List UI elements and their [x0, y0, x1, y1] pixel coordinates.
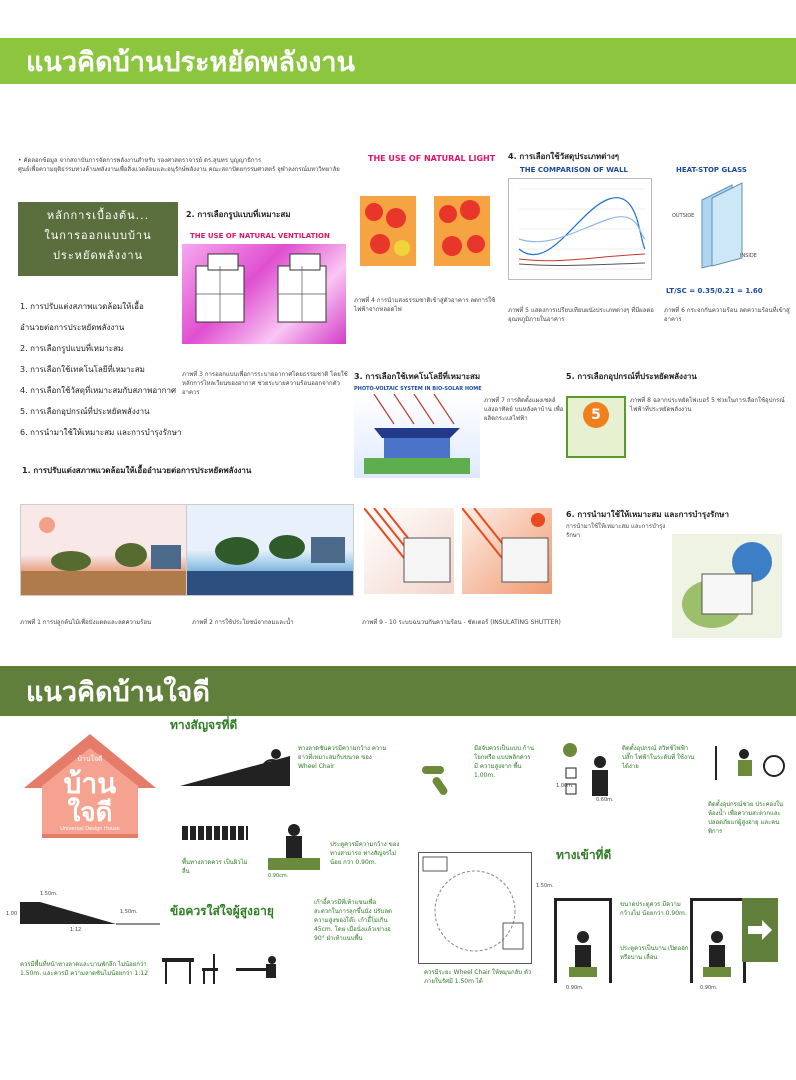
floor-pattern-icon: [182, 826, 248, 840]
banner-energy-saving: แนวคิดบ้านประหยัดพลังงาน: [0, 38, 796, 84]
list-item: 6. การนำมาใช้ให้เหมาะสม และการบำรุงรักษา: [20, 428, 182, 437]
section5-title: 5. การเลือกอุปกรณ์ที่ประหยัดพลังงาน: [566, 372, 697, 381]
list-item: 5. การเลือกอุปกรณ์ที่ประหยัดพลังงาน: [20, 407, 150, 416]
heading-good-path: ทางสัญจรที่ดี: [170, 718, 238, 732]
banner-universal-design: แนวคิดบ้านใจดี: [0, 666, 796, 716]
glass-caption: ภาพที่ 6 กระจกกันความร้อน ลดความร้อนที่เข้าสู่อาคาร: [664, 307, 790, 323]
energy-label-icon: 5: [566, 396, 626, 458]
heat-stop-label: HEAT-STOP GLASS: [676, 166, 747, 174]
section6-title: 6. การนำมาใช้ให้เหมาะสม และการบำรุงรักษา: [566, 510, 729, 519]
wall-caption: ภาพที่ 5 แสดงการเปรียบเทียบผนังประเภทต่างๆ ที่มีผลต่ออุณหภูมิภายในอาคาร: [508, 307, 654, 323]
sliding-door-icon: [742, 898, 778, 962]
light-caption: ภาพที่ 4 การนำแสงธรรมชาติเข้าสู่ตัวอาคาร ลดการใช้ไฟฟ้าจากหลอดไฟ: [354, 297, 496, 313]
ventilation-diagram: [182, 244, 346, 344]
furniture-icons: [160, 952, 298, 986]
heading-good-entry: ทางเข้าที่ดี: [556, 848, 612, 862]
env-caption-2: ภาพที่ 2 การใช้ประโยชน์จากลมและน้ำ: [192, 619, 294, 626]
device-caption: ภาพที่ 8 ฉลากประหยัดไฟเบอร์ 5 ช่วยในการเลือกใช้อุปกรณ์ไฟฟ้าที่ประหยัดพลังงาน: [630, 397, 785, 413]
env-caption-1: ภาพที่ 1 การปลูกต้นไม้เพื่อบังแดดและลดความร้อน: [20, 619, 152, 626]
list-item: 1. การปรับแต่งสภาพแวดล้อมให้เอื้อ: [20, 302, 144, 311]
entry-door-1: [554, 898, 612, 983]
door-handle-icon: [420, 752, 464, 796]
glass-formula: LT/SC = 0.35/0.21 = 1.60: [666, 287, 763, 295]
ramp-dim-text: ควรมีพื้นที่หน้าทางลาดและบานพักลึก ไม่น้อยกว่า 1.50m. และควรมี ความลาดชันไม่น้อยกว่า 1:12: [20, 961, 149, 977]
maint-diagram: [672, 534, 782, 638]
ramp-dimension-diagram: 1.50m. 1.50m. 1:12 1.00: [6, 891, 138, 933]
entry-door-2: [690, 898, 746, 983]
toilet-support-icons: [708, 740, 786, 784]
section2-title: 2. การเลือกรูปแบบที่เหมาะสม: [186, 210, 291, 219]
door-wheelchair-icon: [264, 818, 324, 878]
natural-light-diagram: [352, 188, 500, 276]
entry-text-1: ขนาดประตูควร มีความกว้างไม่ น้อยกว่า 0.90m.: [620, 901, 687, 917]
ventilation-label: THE USE OF NATURAL VENTILATION: [190, 232, 330, 240]
toilet-text: ติดตั้งอุปกรณ์ช่วย ประคองในห้องน้ำ เพื่อความสะดวกและ ปลอดภัยแก่ผู้สูงอายุ และคนพิการ: [708, 801, 784, 835]
switch-diagram: [556, 740, 616, 804]
bathroom-plan-diagram: [418, 852, 532, 964]
comparison-wall-label: THE COMPARISON OF WALL: [520, 166, 629, 174]
pv-caption: ภาพที่ 7 การติดตั้งแผงเซลล์แสงอาทิตย์ บนหลังคาบ้าน เพื่อผลิตกระแสไฟฟ้า: [484, 397, 564, 422]
principle-box: หลักการเบื้องต้น... ในการออกแบบบ้าน ประหยัดพลังงาน: [18, 202, 178, 276]
floorplan-icon: [182, 244, 346, 344]
ramp-text: ทางลาดชันควรมีความกว้าง ความยาวที่เหมาะสมกับขนาด ของ Wheel Chair: [298, 745, 387, 770]
furniture-text: เก้าอี้ควรมีที่เท้าแขนเพื่อ สะดวกในการลุกขึ้นนั่ง ปรับลดความสูงของโต๊ะ เก้าอี้ไม่เกิน 45cm. โดย เมื่อนั่งแล้วเข่างอ 90° ฝ่าเท้าแนบพื้น: [314, 899, 392, 942]
ventilation-caption: ภาพที่ 3 การออกแบบเพื่อการระบายอากาศโดยธรรมชาติ โดยใช้หลักการไหลเวียนของอากาศ ช่วยระบายความร้อนออกจากตัวอาคาร: [182, 371, 348, 396]
heading-elderly: ข้อควรใส่ใจผู้สูงอายุ: [170, 904, 274, 918]
intro-text: • คัดลอกข้อมูล จากสถาบันการจัดการพลังงานสำหรับ รองศาสตราจารย์ ดร.สุนทร บุญญาธิการ ศูนย์เพื่อความยุติธรรมทางด้านพลังงานเพื่อสิ่งแวดล้อมและอนุรักษ์พลังงาน คณะสถาปัตยกรรมศาสตร์ จุฬาลงกรณ์มหาวิทยาลัย: [18, 157, 340, 173]
pv-diagram: [354, 394, 480, 478]
door-text: ประตูควรมีความกว้าง ของทางสามารถ ทางสัญจรไม่น้อย กว่า 0.90m.: [330, 841, 400, 866]
shutter-diagram-1: [364, 508, 454, 594]
maint-caption: การนำมาใช้ให้เหมาะสม และการบำรุงรักษา: [566, 523, 666, 539]
outside-label: OUTSIDE: [672, 213, 695, 219]
ramp-diagram: [180, 736, 290, 794]
entry-text-2: ประตูควรเป็นบาน เปิดออก หรือบาน เลื่อน: [620, 945, 689, 961]
arrow-right-icon: [742, 898, 778, 962]
section4-title: 4. การเลือกใช้วัสดุประเภทต่างๆ: [508, 152, 620, 161]
wall-comparison-chart: [508, 178, 652, 280]
env-diagram-2: [186, 504, 354, 596]
handle-text: มือจับควรเป็นแบบ ก้านโยกหรือ แบบพลิกควรมี ความสูงจาก พื้น 1.00m.: [474, 745, 534, 779]
glass-diagram: [672, 180, 772, 270]
pv-label: PHOTO-VOLTAIC SYSTEM IN BIO-SOLAR HOME: [354, 386, 482, 392]
floor-text: พื้นทางลาดควร เป็นผิวไม่ลื่น: [182, 859, 248, 875]
bath-dim: 1.50m.: [536, 883, 554, 889]
wheelchair-text: ควรมีระยะ Wheel Chair ให้หมุนกลับ ตัวภายในรัศมี 1.50m ได้: [424, 969, 532, 985]
inside-label: INSIDE: [740, 253, 757, 259]
list-item: 4. การเลือกใช้วัสดุที่เหมาะสมกับสภาพอากาศ: [20, 386, 177, 395]
list-item: 2. การเลือกรูปแบบที่เหมาะสม: [20, 344, 124, 353]
universal-design-logo: บ้านใจดี บ้าน ใจดี Universal Design House: [20, 730, 160, 840]
switch-text: ติดตั้งอุปกรณ์ สวิทช์ไฟฟ้าปลั๊ก ไฟฟ้าในระดับที่ ใช้งานได้ง่าย: [622, 745, 695, 770]
list-item: 3. การเลือกใช้เทคโนโลยีที่เหมาะสม: [20, 365, 145, 374]
list-item: อำนวยต่อการประหยัดพลังงาน: [20, 323, 125, 332]
env-diagram-1: [20, 504, 188, 596]
natural-light-label: THE USE OF NATURAL LIGHT: [368, 154, 496, 163]
section3-title: 3. การเลือกใช้เทคโนโลยีที่เหมาะสม: [354, 372, 481, 381]
shutter-diagram-2: [462, 508, 552, 594]
principle-list: [20, 296, 190, 443]
shutter-caption: ภาพที่ 9 - 10 ระบบฉนวนกันความร้อน - ชัตเตอร์ (INSULATING SHUTTER): [362, 619, 561, 626]
section1-title: 1. การปรับแต่งสภาพแวดล้อมให้เอื้ออำนวยต่อการประหยัดพลังงาน: [22, 466, 252, 475]
